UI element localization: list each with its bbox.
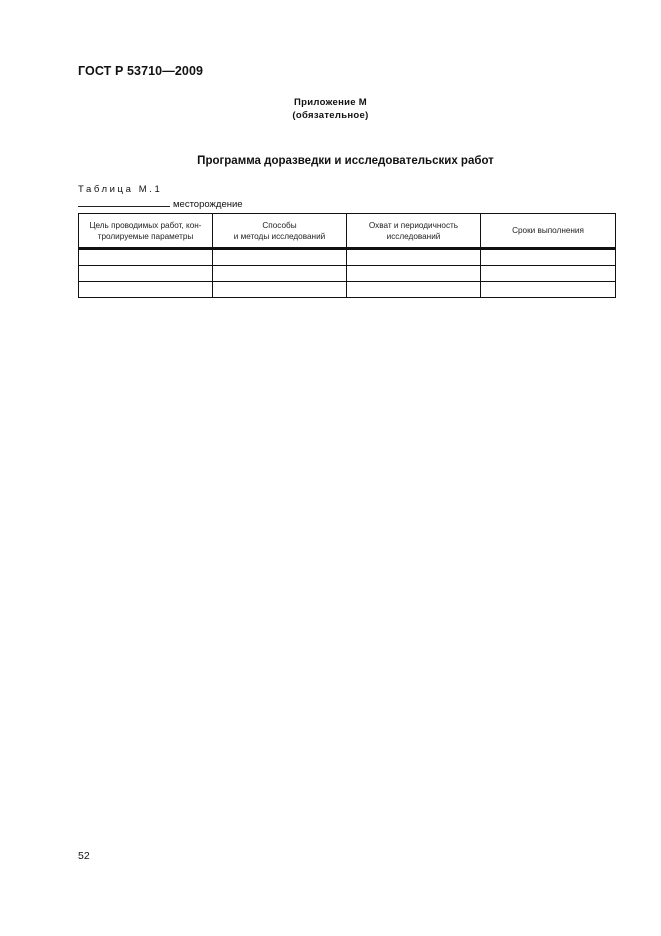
table-cell bbox=[347, 282, 481, 298]
table-cell bbox=[213, 249, 347, 266]
table-cell bbox=[347, 249, 481, 266]
table-cell bbox=[79, 249, 213, 266]
table-cell bbox=[347, 266, 481, 282]
appendix-title: Приложение М bbox=[294, 97, 367, 108]
table-cell bbox=[481, 282, 616, 298]
table-header-row bbox=[79, 214, 616, 249]
table-row bbox=[79, 266, 616, 282]
table-caption: Таблица М.1 bbox=[78, 184, 163, 195]
column-header-deadlines: Сроки выполнения bbox=[481, 214, 616, 249]
column-header-coverage: Охват и периодичность исследований bbox=[347, 214, 481, 249]
table-cell bbox=[213, 282, 347, 298]
table-row bbox=[79, 249, 616, 266]
column-header-purpose: Цель проводимых работ, кон- тролируемые параметры bbox=[79, 214, 213, 249]
page-title: Программа доразведки и исследовательских работ bbox=[197, 155, 494, 167]
deposit-line bbox=[78, 197, 243, 210]
table-row bbox=[79, 282, 616, 298]
table-cell bbox=[481, 266, 616, 282]
program-table bbox=[78, 213, 616, 298]
appendix-heading bbox=[0, 96, 661, 122]
table-cell bbox=[79, 282, 213, 298]
page-number: 52 bbox=[78, 850, 90, 862]
column-header-methods: Способы и методы исследований bbox=[213, 214, 347, 249]
deposit-label: месторождение bbox=[173, 199, 243, 210]
deposit-name-blank bbox=[78, 197, 170, 207]
table-cell bbox=[213, 266, 347, 282]
table-cell bbox=[481, 249, 616, 266]
appendix-status: (обязательное) bbox=[292, 110, 369, 121]
table-cell bbox=[79, 266, 213, 282]
document-code: ГОСТ Р 53710—2009 bbox=[78, 64, 204, 78]
